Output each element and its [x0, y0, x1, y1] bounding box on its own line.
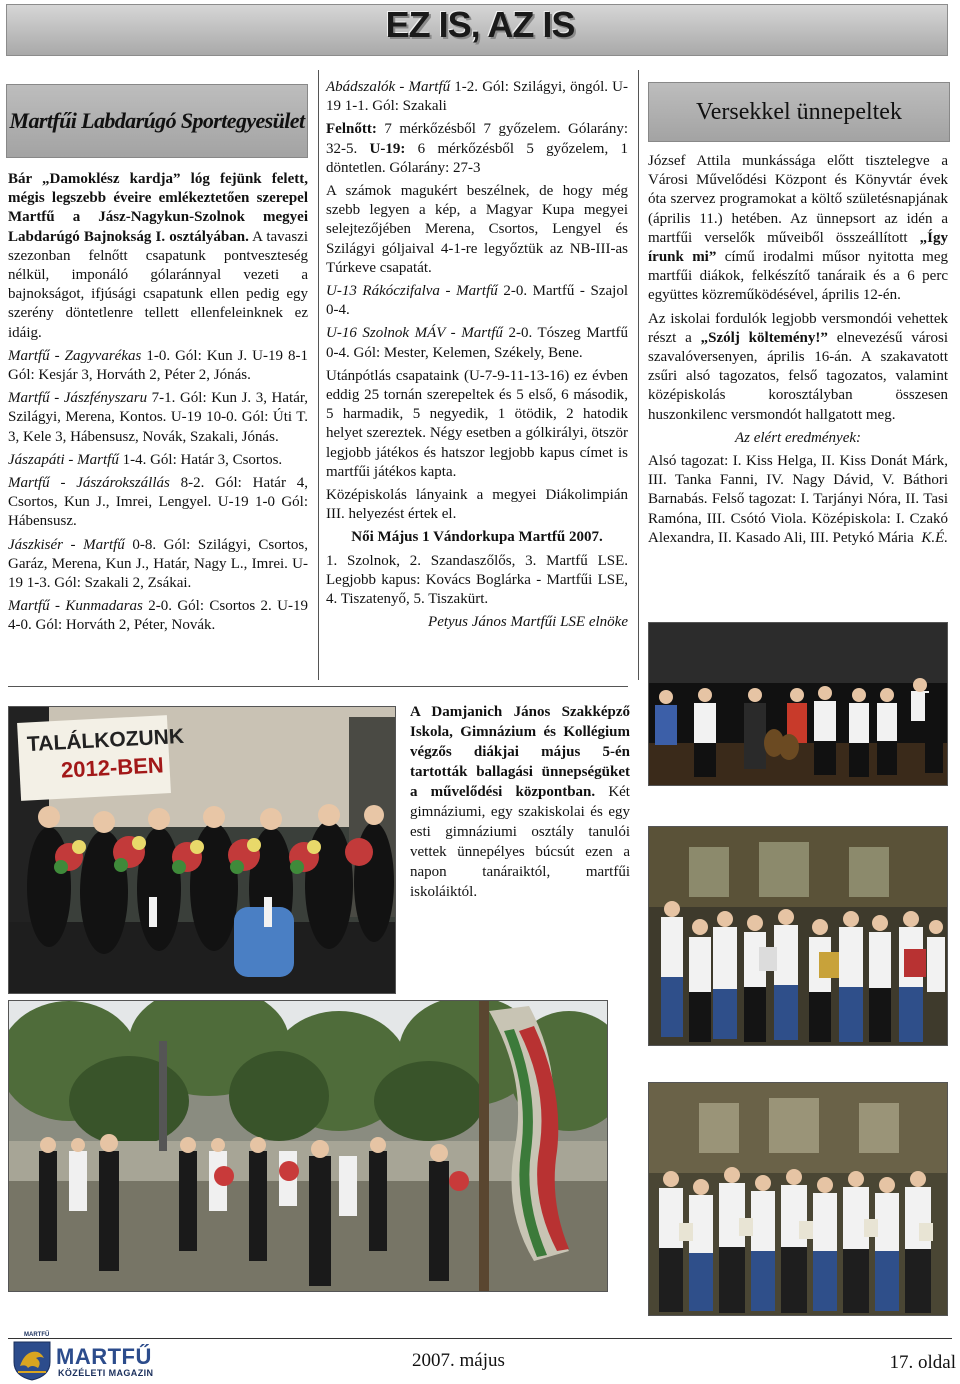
match-teams: Martfű - Zagyvarékas — [8, 347, 142, 364]
left-intro-rest: A tavaszi szezonban felnőtt csapatunk pontveszteség nélkül, imponáló gólaránnyal vezeti a bajnokságot, ifjúsági csapatunk ellen pedig egy szerény döntetlenre tellett ellenfeleinknek ez idáig. — [8, 228, 308, 341]
left-article-title: Martfűi Labdarúgó Sportegyesület — [9, 108, 305, 133]
procession-photo-svg — [9, 1001, 608, 1292]
match-teams: U-16 Szolnok MÁV - Martfű — [326, 325, 503, 342]
poetry-text: című irodalmi műsor nyitotta meg martfűi diákok, felkészítő tanáraik és a 6 perc együttes közreműködésével, április 12-én. — [648, 249, 949, 304]
match-teams: Martfű - Kunmadaras — [8, 598, 143, 615]
right-article-title: Versekkel ünnepeltek — [696, 98, 902, 125]
poetry-stage-photo — [648, 622, 948, 786]
right-article-body — [648, 152, 948, 552]
match-teams: U-13 Rákóczifalva - Martfű — [326, 283, 498, 300]
summary-label: Felnőtt: — [326, 121, 377, 138]
poetry-contest — [648, 310, 948, 425]
graduation-paragraph — [410, 702, 630, 902]
summary-text: 7 mérkőzésből 7 győzelem. Gólarány: 32-5. — [326, 121, 628, 157]
logo-small-label: MARTFŰ — [24, 1332, 50, 1338]
match-details: 1-2. Gól: Szilágyi, öngól. U-19 1-1. Gól: Szakali — [326, 79, 628, 115]
city-crest-icon — [10, 1336, 54, 1382]
signature — [326, 613, 628, 632]
left-article-header — [6, 84, 308, 158]
match-details: 8-2. Gól: Határ 4, Csortos, Kun J., Imrei, Lengyel. U-19 1-0 Gól: Hábensusz. — [8, 475, 308, 530]
page-number: 17. oldal — [889, 1352, 956, 1373]
match-teams: Martfű - Jászárokszállás — [8, 475, 170, 492]
poetry-text: elnevezésű városi szavalóversenyen, április 16-án. A szakavatott zsűri alsó tagozatos, felső tagozatos, valamint középiskolás korosztályban összesen huszonkilenc versmondót hallgatott meg. — [648, 329, 948, 423]
match-details: 0-8. Gól: Szilágyi, Csortos, Garáz, Merena, Kun J., Határ, Nagy L., Imrei. U-19 1-3. Gól: Szakali 2, Zsákai. — [8, 536, 308, 592]
match-result — [8, 347, 308, 385]
graduation-rest: Két gimnáziumi, egy szakiskolai és egy esti gimnáziumi osztály tanulói vettek ünnepélyes búcsút ezen a napon tanáraiktól, martfűi iskoláiktól. — [410, 784, 630, 900]
left-intro-bold: Bár „Damoklész kardja” lóg fejünk felett, mégis legszebb éveire emlékeztetően szerepel Martfű a Jász-Nagykun-Szolnok megyei Labdarúgó Bajnokság I. osztályában. — [8, 171, 308, 245]
poetry-text: Az iskolai fordulók legjobb versmondói vehettek részt a — [648, 310, 948, 346]
poetry-certificates-photo — [648, 1082, 948, 1316]
results-heading-text: Az elért eredmények: — [734, 429, 862, 446]
match-teams: Jászapáti - Martfű — [8, 451, 119, 468]
match-details: 7-1. Gól: Kun J. 3, Határ, Szilágyi, Merena, Kontos. U-19 10-0. Gól: Úti T. 3, Kele 3, Hábensusz, Novák, Szakali, Jónás. — [8, 390, 308, 445]
youth-result — [326, 282, 628, 320]
poetry-award-photo — [648, 826, 948, 1046]
column-divider — [638, 70, 639, 680]
match-result — [326, 78, 628, 116]
match-details: 1-0. Gól: Kun J. U-19 8-1 Gól: Kesjár 3, Horváth 2, Péter 2, Jónás. — [8, 347, 309, 384]
column-divider — [318, 70, 319, 680]
match-teams: Jászkisér - Martfű — [8, 536, 125, 553]
cup-heading — [326, 528, 628, 547]
summary-label: U-19: — [369, 140, 406, 157]
cup-paragraph: A számok magukért beszélnek, de hogy még szebb legyen a kép, a Magyar Kupa megyei selejtezőjében Merena, Csortos, Lengyel és Szilágyi góljaival 4-1-re legyőztük az NB-III-as Túrkeve csapatát. — [326, 183, 628, 276]
cup-heading-text: Női Május 1 Vándorkupa Martfű 2007. — [351, 529, 603, 546]
match-details: 2-0. Martfű - Szajol 0-4. — [326, 283, 629, 319]
poetry-text: József Attila munkássága előtt tisztelegve a Városi Művelődési Központ és Könyvtár évek óta szervez programokat a költő születésnapjának (április 11.) hetében. Az ünnepsort az idén a martfűi verselők műveiből összeállított — [648, 153, 948, 246]
match-result — [8, 597, 308, 635]
match-result — [8, 451, 308, 470]
cup-results: 1. Szolnok, 2. Szandaszőlős, 3. Martfű LSE. Legjobb kapus: Kovács Boglárka - Martfűi LSE, 4. Tiszatenyő, 5. Tiszakürt. — [326, 552, 628, 608]
results-heading — [648, 429, 948, 448]
youth-paragraph: Utánpótlás csapataink (U-7-9-11-13-16) ez évben eddig 25 tornán szerepeltek és 5 első, 6 második, 5 harmadik, 5 negyedik, 1 ötödik, 2 hatodik helyet szereztek. Négy esetben a gólkirályi, ötször legjobb játékos és hatszor legjobb kapus címet is martfűi játékos kapta. — [326, 367, 628, 480]
match-details: 2-0. Tószeg Martfű 0-4. Gól: Mester, Kelemen, Székely, Bene. — [326, 325, 628, 361]
certificates-photo-svg — [649, 1083, 948, 1316]
results-text: Alsó tagozat: I. Kiss Helga, II. Kiss Donát Márk, III. Tanka Fanni, IV. Nagy Dávid, V. Báthori Barnabás. Felső tagozat: I. Tarjányi Nóra, II. Tasi Ramóna, III. Csótó Viola. Középiskola: I. Czakó Alexandra, II. Kasado Ali, III. Petykó Mária — [648, 453, 948, 546]
match-teams: Martfű - Jászfényszaru — [8, 390, 148, 407]
middle-article-body — [326, 78, 628, 636]
match-teams: Abádszalók - Martfű — [326, 79, 451, 95]
issue-date: 2007. május — [412, 1350, 505, 1371]
signature-text: Petyus János Martfűi LSE elnöke — [428, 614, 628, 631]
match-result — [8, 389, 308, 447]
graduation-procession-photo — [8, 1000, 608, 1292]
left-article-body — [8, 170, 308, 640]
poetry-intro — [648, 152, 948, 306]
graduation-photo-banner — [8, 706, 396, 994]
author-initials: K.É. — [921, 529, 948, 546]
section-divider — [8, 686, 628, 687]
season-summary — [326, 120, 628, 178]
logo-subtitle: KÖZÉLETI MAGAZIN — [58, 1368, 154, 1378]
award-photo-svg — [649, 827, 948, 1046]
match-result — [8, 474, 308, 532]
magazine-logo — [6, 1334, 166, 1380]
school-paragraph: Középiskolás lányaink a megyei Diákolimpián III. helyezést értek el. — [326, 487, 628, 523]
logo-title: MARTFŰ — [56, 1344, 152, 1369]
program-title: „Így írunk mi” — [648, 229, 948, 266]
youth-result — [326, 324, 628, 362]
graduation-bold: A Damjanich János Szakképző Iskola, Gimnázium és Kollégium végzős diákjai május 5-én tartották ballagási ünnepségüket a művelődési központban. — [410, 704, 630, 800]
right-article-header — [648, 82, 950, 142]
stage-photo-svg — [649, 623, 948, 786]
banner-sign-line1: TALÁLKOZUNK — [26, 724, 185, 757]
results-list — [648, 452, 948, 548]
match-result — [8, 536, 308, 594]
contest-title: „Szólj költemény!” — [700, 329, 828, 346]
banner-sign-line2: 2012-BEN — [60, 752, 165, 783]
summary-text: 6 mérkőzésből 5 győzelem, 1 döntetlen. Gólarány: 27-3 — [326, 140, 629, 176]
page-title: EZ IS, AZ IS — [385, 4, 575, 45]
match-details: 1-4. Gól: Határ 3, Csortos. — [118, 451, 283, 468]
left-intro — [8, 170, 308, 343]
match-details: 2-0. Gól: Csortos 2. U-19 4-0. Gól: Horváth 2, Péter, Novák. — [8, 598, 308, 634]
graduation-text — [410, 702, 630, 906]
